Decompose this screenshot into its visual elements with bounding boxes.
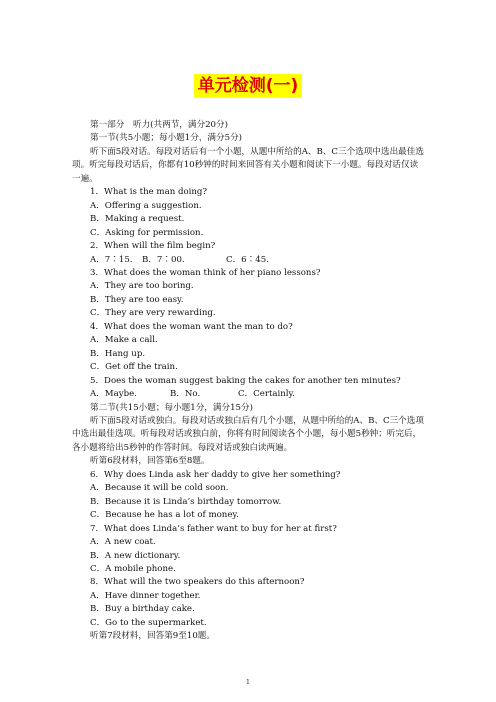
question-1-option-b: B．Making a request. (90, 214, 185, 225)
page-number: 1 (245, 678, 251, 686)
document-body (72, 119, 426, 644)
question-7-stem: 7．What does Linda’s father want to buy for her at first? (90, 523, 337, 534)
question-7-option-b: B．A new dictionary. (90, 550, 181, 561)
question-5-option-b: B．No. (170, 389, 201, 400)
question-2-option-c: C．6∶45. (226, 254, 269, 265)
question-1-option-c: C．Asking for permission. (90, 227, 204, 238)
section2-heading: 第二节(共15小题；每小题1分，满分15分) (90, 402, 253, 413)
question-8-option-c: C．Go to the supermarket. (90, 617, 207, 628)
question-4-stem: 4．What does the woman want the man to do? (90, 321, 293, 332)
question-3-option-c: C．They are very rewarding. (90, 308, 216, 319)
question-2-stem: 2．When will the film begin? (90, 241, 216, 252)
section2-instructions: 听下面5段对话或独白。每段对话或独白后有几个小题，从题中所给的A、B、C三个选项中选出最佳选项。听每段对话或独白前，你将有时间阅读各个小题，每小题5秒钟；听完后，各小题将给出5秒钟的作答时间。每段对话或独白读两遍。 (72, 415, 424, 453)
question-8-stem: 8．What will the two speakers do this afternoon? (90, 577, 305, 588)
question-3-stem: 3．What does the woman think of her piano lessons? (90, 267, 321, 278)
question-3-option-b: B．They are too easy. (90, 294, 184, 305)
question-3-option-a: A．They are too boring. (90, 281, 194, 292)
question-5-option-c: C．Certainly. (238, 389, 295, 400)
question-2-option-a: A．7∶15. (90, 254, 133, 265)
part1-heading: 第一部分 听力(共两节，满分20分) (90, 120, 228, 130)
question-6-option-a: A．Because it will be cold soon. (90, 483, 229, 494)
title-container (0, 74, 496, 98)
question-8-option-a: A．Have dinner together. (90, 590, 201, 601)
question-4-option-c: C．Get off the train. (90, 362, 178, 373)
question-5-stem: 5．Does the woman suggest baking the cakes for another ten minutes? (90, 375, 401, 386)
question-7-option-a: A．A new coat. (90, 537, 156, 548)
question-6-option-b: B．Because it is Linda’s birthday tomorrow. (90, 496, 282, 507)
section1-instructions: 听下面5段对话。每段对话后有一个小题，从题中所给的A、B、C三个选项中选出最佳选项。听完每段对话后，你都有10秒钟的时间来回答有关小题和阅读下一小题。每段对话仅读一遍。 (72, 146, 424, 184)
question-6-stem: 6．Why does Linda ask her daddy to give her something? (90, 469, 341, 480)
question-4-option-b: B．Hang up. (90, 348, 146, 359)
question-1-option-a: A．Offering a suggestion. (90, 200, 202, 211)
question-2-option-b: B．7∶00. (142, 254, 185, 265)
question-6-option-c: C．Because he has a lot of money. (90, 510, 239, 521)
material-6-label: 听第6段材料，回答第6至8题。 (90, 456, 210, 467)
material-7-label: 听第7段材料，回答第9至10题。 (90, 631, 215, 642)
question-7-option-c: C．A mobile phone. (90, 563, 176, 574)
question-8-option-b: B．Buy a birthday cake. (90, 604, 195, 615)
question-5-options (72, 388, 426, 401)
question-2-options (72, 254, 426, 267)
question-4-option-a: A．Make a call. (90, 335, 158, 346)
section1-heading: 第一节(共5小题；每小题1分，满分5分) (90, 133, 243, 144)
question-1-stem: 1．What is the man doing? (90, 187, 208, 198)
question-5-option-a: A．Maybe. (90, 389, 137, 400)
page-title: 单元检测(一) (194, 74, 303, 98)
